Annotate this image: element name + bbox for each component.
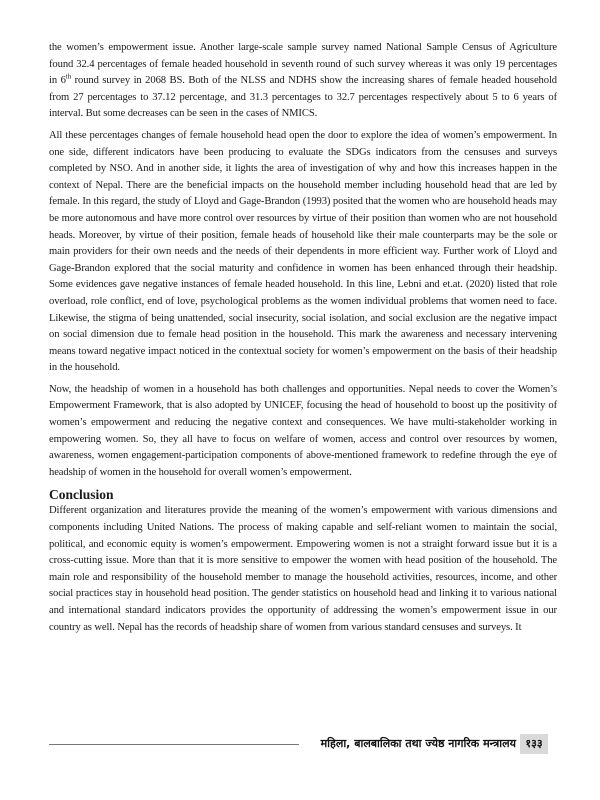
page-footer (0, 734, 600, 758)
page-number: १३३ (520, 734, 548, 754)
paragraph-4: Different organization and literatures provide the meaning of the women’s empowerment with various dimensions and components including United Nations. The process of making capable and self-reliant women to maintain the social, political, and economic equity is women’s empowerment. Empowering women is not a straight forward issue but it is a cross-cutting issue. More than that it is more sensitive to empower the women with head position of the household. The main role and responsibility of the household member to manage the household activities, resources, income, and other social practices stay in household head position. The gender statistics on household head and linking it to various national and international standard indicators provides the opportunity of addressing the women’s empowerment issue in our country as well. Nepal has the records of headship share of women from various standard censuses and surveys. It (49, 505, 557, 633)
section-heading-conclusion: Conclusion (49, 487, 114, 503)
footer-ministry-title: महिला, बालबालिका तथा ज्येष्ठ नागरिक मन्त्रालय (320, 737, 516, 750)
paragraph-3: Now, the headship of women in a household has both challenges and opportunities. Nepal needs to cover the Women’s Empowerment Framework, that is also adopted by UNICEF, focusing the head of household to boost up the positivity of women’s empowerment and reducing the negative context and consequences. We have multi-stakeholder working in empowering women. So, they all have to focus on welfare of women, access and control over resources by women, awareness, women engagement-participation components of above-mentioned framework to redefine through the eye of headship of women in the household for overall women’s empowerment. (49, 383, 557, 478)
paragraph-2: All these percentages changes of female household head open the door to explore the idea of women’s empowerment. In one side, different indicators have been producing to evaluate the SDGs indicators from the censuses and surveys completed by NSO. And in another side, it lights the area of investigation of why and how this increases happen in the context of Nepal. There are the beneficial impacts on the household member including household head that are led by female. In this regard, the study of Lloyd and Gage-Brandon (1993) posited that the women who are household heads may be more autonomous and have more control over resources by virtue of their position than women who are not household heads. Moreover, by virtue of their position, female heads of household like their male counterparts may be the sole or main providers for their own needs and the needs of their dependents in more efficient way. Further work of Lloyd and Gage-Brandon explored that the social maturity and confidence in women has been enhanced through their headship. Some evidences gave negative instances of female headed household. In this line, Lebni and et.at. (2020) listed that role overload, role conflict, end of love, psychological problems as the women individual problems that women need to face. Likewise, the stigma of being unattended, social insecurity, social isolation, and social exclusion are the negative impact on social dimension due to female head position in the household. This mark the awareness and necessary intervening means toward negative impact noticed in the contextual society for women’s empowerment on the basis of their headship in the household. (49, 129, 557, 374)
document-body (49, 40, 557, 641)
paragraph-1 (49, 40, 557, 123)
ordinal-superscript: th (65, 72, 72, 81)
paragraph-1-text-a: the women’s empowerment issue. Another large-scale sample survey named National Sample Census of Agriculture found 32.4 percentages of female headed household in seventh round of such survey whereas it was only 19 percentages in 6 (49, 42, 557, 87)
footer-divider (49, 744, 299, 745)
paragraph-1-text-b: round survey in 2068 BS. Both of the NLSS and NDHS show the increasing shares of female headed household from 27 percentages to 37.12 percentage, and 31.3 percentages to 32.7 percentages respectively about 5 to 6 years of interval. But some decreases can be seen in the cases of NMICS. (49, 75, 557, 120)
